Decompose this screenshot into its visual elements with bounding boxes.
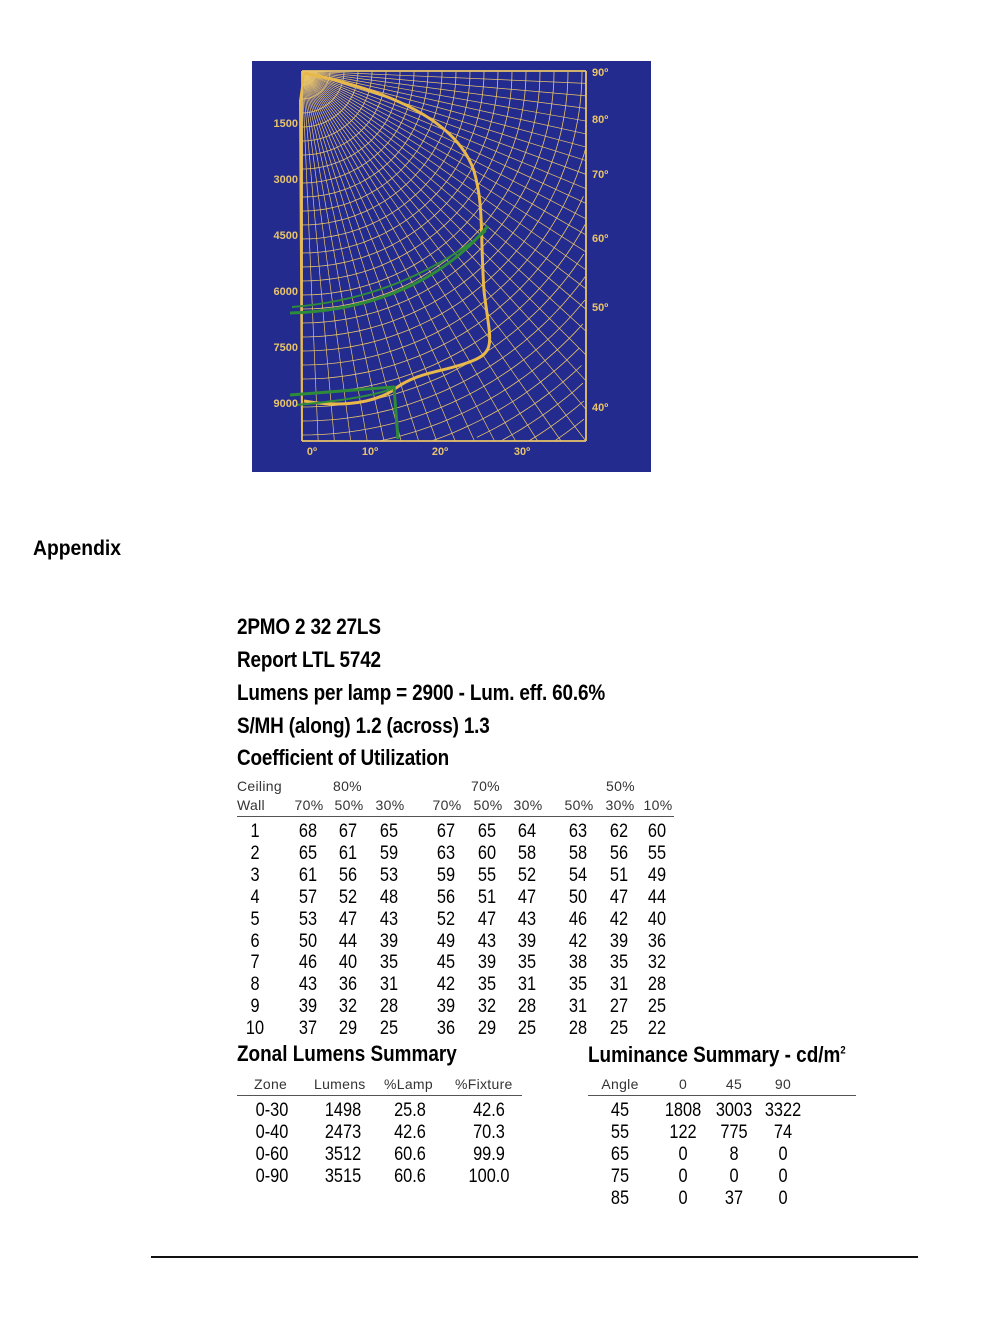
cu-row-label: 3 bbox=[250, 864, 260, 886]
cu-wall-header: 50% bbox=[564, 797, 594, 813]
cu-row-label: 10 bbox=[245, 1018, 265, 1040]
zonal-cell: 3515 bbox=[324, 1166, 362, 1187]
bottom-axis-label: 30º bbox=[513, 446, 531, 458]
cu-cell: 32 bbox=[647, 952, 667, 974]
zonal-cell: 1498 bbox=[324, 1100, 362, 1121]
cu-cell: 62 bbox=[609, 821, 629, 842]
luminance-cell: 37 bbox=[724, 1188, 744, 1209]
cu-cell: 65 bbox=[379, 821, 399, 842]
cu-ceiling-group: 80% bbox=[333, 778, 362, 794]
left-axis-label: 6000 bbox=[273, 286, 298, 298]
cu-cell: 36 bbox=[338, 974, 358, 996]
zonal-cell: 99.9 bbox=[473, 1144, 505, 1165]
cu-cell: 48 bbox=[379, 886, 399, 908]
model-number: 2PMO 2 32 27LS bbox=[237, 614, 381, 639]
luminance-title-sup: 2 bbox=[840, 1044, 846, 1057]
cu-cell: 40 bbox=[647, 908, 667, 930]
zonal-cell: 70.3 bbox=[473, 1122, 505, 1143]
cu-cell: 32 bbox=[477, 996, 497, 1018]
cu-cell: 46 bbox=[298, 952, 318, 974]
cu-cell: 50 bbox=[568, 886, 588, 908]
cu-cell: 56 bbox=[609, 842, 629, 864]
cu-cell: 61 bbox=[298, 864, 318, 886]
cu-cell: 47 bbox=[517, 886, 537, 908]
cu-wall-header: 30% bbox=[513, 797, 543, 813]
cu-cell: 65 bbox=[477, 821, 497, 842]
cu-row-label: 4 bbox=[250, 886, 260, 908]
luminance-cell: 122 bbox=[669, 1122, 697, 1143]
luminance-cell: 8 bbox=[729, 1144, 739, 1165]
cu-cell: 47 bbox=[477, 908, 497, 930]
zonal-cell: 0-30 bbox=[255, 1100, 289, 1121]
cu-cell: 63 bbox=[568, 821, 588, 842]
cu-cell: 51 bbox=[609, 864, 629, 886]
cu-cell: 58 bbox=[517, 842, 537, 864]
cu-cell: 29 bbox=[477, 1018, 497, 1040]
cu-wall-header: 50% bbox=[334, 797, 364, 813]
cu-cell: 35 bbox=[477, 974, 497, 996]
lumens-line: Lumens per lamp = 2900 - Lum. eff. 60.6% bbox=[237, 680, 605, 705]
cu-row-label: 7 bbox=[250, 952, 260, 974]
cu-wall-label: Wall bbox=[237, 797, 265, 813]
luminance-title-text: Luminance Summary - cd/m bbox=[588, 1042, 841, 1067]
cu-cell: 40 bbox=[338, 952, 358, 974]
left-axis-label: 7500 bbox=[273, 342, 298, 354]
cu-cell: 31 bbox=[568, 996, 588, 1018]
cu-cell: 49 bbox=[647, 864, 667, 886]
cu-cell: 25 bbox=[379, 1018, 399, 1040]
cu-cell: 31 bbox=[609, 974, 629, 996]
cu-cell: 52 bbox=[436, 908, 456, 930]
cu-wall-header: 10% bbox=[643, 797, 673, 813]
right-axis-label: 60º bbox=[592, 233, 609, 245]
cu-cell: 39 bbox=[477, 952, 497, 974]
cu-cell: 60 bbox=[477, 842, 497, 864]
cu-cell: 55 bbox=[477, 864, 497, 886]
cu-cell: 56 bbox=[436, 886, 456, 908]
cu-cell: 65 bbox=[298, 842, 318, 864]
zonal-cell: 0-40 bbox=[255, 1122, 289, 1143]
cu-cell: 25 bbox=[609, 1018, 629, 1040]
left-axis-label: 3000 bbox=[273, 174, 298, 186]
luminance-cell: 0 bbox=[778, 1188, 788, 1209]
luminance-header: Angle bbox=[601, 1076, 639, 1092]
cu-cell: 46 bbox=[568, 908, 588, 930]
luminance-cell: 85 bbox=[610, 1188, 630, 1209]
cu-cell: 28 bbox=[568, 1018, 588, 1040]
cu-cell: 44 bbox=[338, 930, 358, 952]
cu-cell: 47 bbox=[609, 886, 629, 908]
cu-cell: 31 bbox=[379, 974, 399, 996]
bottom-axis-label: 10º bbox=[361, 446, 379, 458]
right-axis-label: 40º bbox=[592, 402, 609, 414]
right-axis-label: 50º bbox=[592, 302, 609, 314]
cu-cell: 49 bbox=[436, 930, 456, 952]
right-axis-label: 70º bbox=[592, 169, 609, 181]
cu-cell: 42 bbox=[609, 908, 629, 930]
cu-cell: 47 bbox=[338, 908, 358, 930]
cu-title: Coefficient of Utilization bbox=[237, 745, 450, 770]
cu-wall-header: 50% bbox=[473, 797, 503, 813]
cu-cell: 28 bbox=[647, 974, 667, 996]
cu-row-label: 9 bbox=[250, 996, 260, 1018]
cu-cell: 42 bbox=[568, 930, 588, 952]
cu-cell: 39 bbox=[298, 996, 318, 1018]
zonal-header: Lumens bbox=[314, 1076, 366, 1092]
luminance-cell: 0 bbox=[678, 1166, 688, 1187]
right-axis-label: 80º bbox=[592, 114, 609, 126]
zonal-header: Zone bbox=[254, 1076, 288, 1092]
luminance-title bbox=[588, 1042, 846, 1068]
cu-cell: 35 bbox=[609, 952, 629, 974]
cu-cell: 35 bbox=[379, 952, 399, 974]
cu-cell: 22 bbox=[647, 1018, 667, 1040]
cu-cell: 64 bbox=[517, 821, 537, 842]
luminance-header: 45 bbox=[725, 1076, 743, 1092]
luminance-cell: 775 bbox=[720, 1122, 748, 1143]
cu-cell: 52 bbox=[338, 886, 358, 908]
cu-cell: 45 bbox=[436, 952, 456, 974]
cu-cell: 63 bbox=[436, 842, 456, 864]
cu-cell: 39 bbox=[517, 930, 537, 952]
cu-cell: 39 bbox=[609, 930, 629, 952]
cu-cell: 25 bbox=[517, 1018, 537, 1040]
luminance-cell: 45 bbox=[610, 1100, 630, 1121]
cu-cell: 29 bbox=[338, 1018, 358, 1040]
cu-cell: 57 bbox=[298, 886, 318, 908]
zonal-cell: 100.0 bbox=[468, 1166, 510, 1187]
cu-cell: 38 bbox=[568, 952, 588, 974]
cu-cell: 51 bbox=[477, 886, 497, 908]
bottom-axis-label: 20º bbox=[431, 446, 449, 458]
cu-cell: 43 bbox=[517, 908, 537, 930]
zonal-cell: 2473 bbox=[324, 1122, 362, 1143]
cu-cell: 28 bbox=[379, 996, 399, 1018]
cu-cell: 31 bbox=[517, 974, 537, 996]
zonal-cell: 3512 bbox=[324, 1144, 362, 1165]
cu-wall-header: 70% bbox=[294, 797, 324, 813]
luminance-cell: 75 bbox=[610, 1166, 630, 1187]
cu-wall-header: 30% bbox=[605, 797, 635, 813]
appendix-heading: Appendix bbox=[33, 537, 122, 560]
cu-cell: 68 bbox=[298, 821, 318, 842]
cu-ceiling-label: Ceiling bbox=[237, 778, 282, 794]
cu-cell: 42 bbox=[436, 974, 456, 996]
cu-cell: 50 bbox=[298, 930, 318, 952]
zonal-cell: 42.6 bbox=[473, 1100, 505, 1121]
cu-cell: 56 bbox=[338, 864, 358, 886]
cu-cell: 59 bbox=[436, 864, 456, 886]
cu-cell: 25 bbox=[647, 996, 667, 1018]
luminance-cell: 65 bbox=[610, 1144, 630, 1165]
cu-row-label: 5 bbox=[250, 908, 260, 930]
cu-cell: 58 bbox=[568, 842, 588, 864]
cu-wall-header: 70% bbox=[432, 797, 462, 813]
cu-cell: 59 bbox=[379, 842, 399, 864]
luminance-cell: 3322 bbox=[764, 1100, 802, 1121]
cu-cell: 37 bbox=[298, 1018, 318, 1040]
cu-row-label: 6 bbox=[250, 930, 260, 952]
cu-cell: 39 bbox=[436, 996, 456, 1018]
cu-cell: 61 bbox=[338, 842, 358, 864]
zonal-title: Zonal Lumens Summary bbox=[237, 1041, 457, 1066]
luminance-cell: 1808 bbox=[664, 1100, 702, 1121]
cu-cell: 53 bbox=[298, 908, 318, 930]
luminance-cell: 3003 bbox=[715, 1100, 753, 1121]
zonal-cell: 60.6 bbox=[394, 1166, 426, 1187]
cu-cell: 36 bbox=[436, 1018, 456, 1040]
zonal-cell: 60.6 bbox=[394, 1144, 426, 1165]
cu-cell: 52 bbox=[517, 864, 537, 886]
cu-cell: 35 bbox=[568, 974, 588, 996]
zonal-header: %Lamp bbox=[384, 1076, 433, 1092]
cu-row-label: 1 bbox=[250, 821, 260, 842]
zonal-cell: 42.6 bbox=[394, 1122, 426, 1143]
footer-rule bbox=[151, 1256, 918, 1258]
cu-cell: 27 bbox=[609, 996, 629, 1018]
cu-cell: 35 bbox=[517, 952, 537, 974]
cu-cell: 39 bbox=[379, 930, 399, 952]
cu-cell: 36 bbox=[647, 930, 667, 952]
luminance-cell: 0 bbox=[678, 1188, 688, 1209]
zonal-cell: 25.8 bbox=[394, 1100, 426, 1121]
zonal-cell: 0-60 bbox=[255, 1144, 289, 1165]
zonal-header: %Fixture bbox=[455, 1076, 513, 1092]
cu-cell: 53 bbox=[379, 864, 399, 886]
luminance-cell: 0 bbox=[778, 1166, 788, 1187]
cu-cell: 55 bbox=[647, 842, 667, 864]
luminance-cell: 55 bbox=[610, 1122, 630, 1143]
left-axis-label: 4500 bbox=[273, 230, 298, 242]
cu-wall-header: 30% bbox=[375, 797, 405, 813]
luminance-cell: 0 bbox=[778, 1144, 788, 1165]
zonal-cell: 0-90 bbox=[255, 1166, 289, 1187]
left-axis-label: 1500 bbox=[273, 118, 298, 130]
cu-cell: 44 bbox=[647, 886, 667, 908]
cu-header-rule bbox=[237, 816, 674, 817]
cu-cell: 43 bbox=[379, 908, 399, 930]
right-axis-label: 90º bbox=[592, 67, 609, 79]
cu-ceiling-group: 50% bbox=[606, 778, 635, 794]
luminance-cell: 0 bbox=[678, 1144, 688, 1165]
cu-ceiling-group: 70% bbox=[471, 778, 500, 794]
isocandela-chart-figure bbox=[252, 61, 651, 472]
cu-row-label: 2 bbox=[250, 842, 260, 864]
zonal-header-rule bbox=[237, 1095, 522, 1096]
cu-cell: 67 bbox=[338, 821, 358, 842]
cu-cell: 60 bbox=[647, 821, 667, 842]
cu-cell: 54 bbox=[568, 864, 588, 886]
luminance-header: 0 bbox=[678, 1076, 688, 1092]
cu-cell: 32 bbox=[338, 996, 358, 1018]
cu-cell: 67 bbox=[436, 821, 456, 842]
cu-cell: 43 bbox=[298, 974, 318, 996]
luminance-header: 90 bbox=[774, 1076, 792, 1092]
smh-line: S/MH (along) 1.2 (across) 1.3 bbox=[237, 713, 490, 738]
report-number: Report LTL 5742 bbox=[237, 647, 381, 672]
luminance-cell: 74 bbox=[773, 1122, 793, 1143]
cu-cell: 43 bbox=[477, 930, 497, 952]
cu-row-label: 8 bbox=[250, 974, 260, 996]
left-axis-label: 9000 bbox=[273, 398, 298, 410]
bottom-axis-label: 0º bbox=[306, 446, 318, 458]
luminance-header-rule bbox=[588, 1095, 856, 1096]
cu-cell: 28 bbox=[517, 996, 537, 1018]
luminance-cell: 0 bbox=[729, 1166, 739, 1187]
